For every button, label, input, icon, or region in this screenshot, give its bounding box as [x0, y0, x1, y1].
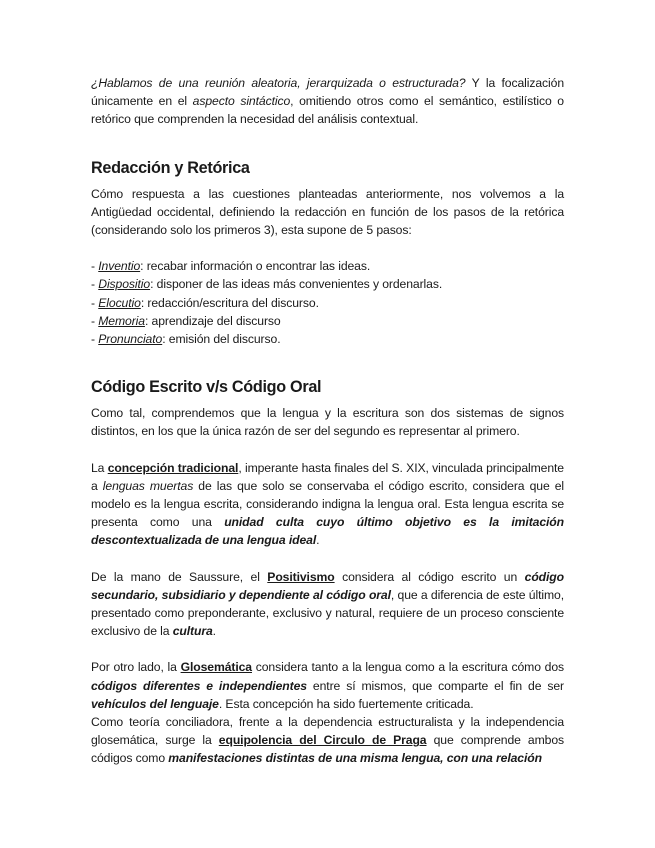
p3-cultura: cultura	[172, 624, 213, 639]
list-dash: -	[91, 313, 99, 328]
p4-emphasis-1: códigos diferentes e independientes	[91, 678, 307, 693]
codigo-paragraph-1: Como tal, comprendemos que la lengua y la escritura son dos sistemas de signos distintos, en los que la única razón de ser del segundo es representar al primero.	[91, 406, 564, 439]
p3-text-a: De la mano de Saussure, el	[91, 569, 268, 584]
intro-paragraph	[91, 74, 564, 129]
list-item	[91, 312, 564, 330]
p4-emphasis-2: vehículos del lenguaje	[91, 696, 219, 711]
redaccion-paragraph: Cómo respuesta a las cuestiones planteadas anteriormente, nos volvemos a la Antigüedad occidental, definiendo la redacción en función de los pasos de la retórica (considerando solo los primeros 3), esta supone de 5 pasos:	[91, 186, 564, 238]
intro-aspect: aspecto sintáctico	[192, 94, 291, 109]
p2-text-b: , imperante hasta finales del S. XIX, vinculada principalmente a	[91, 460, 564, 493]
step-desc: : recabar información o encontrar las ideas.	[140, 259, 371, 274]
p4-text-d: . Esta concepción ha sido fuertemente criticada.	[218, 696, 474, 711]
term-equipolencia: equipolencia del Circulo de Praga	[218, 733, 427, 748]
p4-text-b: considera tanto a la lengua como a la escritura cómo dos	[251, 660, 564, 675]
list-dash: -	[91, 332, 99, 347]
heading-redaccion: Redacción y Retórica	[91, 158, 250, 177]
list-item	[91, 257, 564, 275]
p3-emphasis: código secundario, subsidiario y dependiente al código oral	[91, 569, 564, 602]
term-glosematica: Glosemática	[180, 660, 252, 675]
p3-text-d: .	[212, 624, 216, 639]
codigo-paragraph-4	[91, 658, 564, 713]
codigo-paragraph-2	[91, 459, 564, 550]
heading-codigo: Código Escrito v/s Código Oral	[91, 378, 322, 397]
p5-text-b: que comprende ambos códigos como	[91, 733, 564, 766]
intro-text-2: , omitiendo otros como el semántico, estilístico o retórico que comprenden la necesidad del análisis contextual.	[91, 94, 564, 127]
intro-text-1: Y la focalización únicamente en el	[91, 76, 564, 109]
step-desc: : redacción/escritura del discurso.	[140, 295, 319, 310]
document-page	[91, 74, 564, 768]
list-dash: -	[91, 277, 99, 292]
p4-text-a: Por otro lado, la	[91, 660, 181, 675]
step-desc: : aprendizaje del discurso	[144, 313, 281, 328]
step-term: Pronunciato	[98, 332, 163, 347]
step-desc: : emisión del discurso.	[162, 332, 281, 347]
term-positivismo: Positivismo	[267, 569, 335, 584]
p3-text-b: considera al código escrito un	[334, 569, 525, 584]
term-concepcion-tradicional: concepción tradicional	[107, 460, 239, 475]
p2-emphasis: unidad culta cuyo último objetivo es la imitación descontextualizada de una lengua ideal	[91, 515, 564, 548]
p2-text-d: .	[316, 533, 320, 548]
list-item	[91, 294, 564, 312]
rhetoric-steps-list	[91, 257, 564, 348]
p2-text-c: de las que solo se conservaba el código escrito, considera que el modelo es la lengua escrita, considerando indigna la lengua oral. Esta lengua escrita se presenta como una	[91, 478, 565, 530]
list-dash: -	[91, 259, 99, 274]
step-term: Memoria	[98, 313, 145, 328]
list-item	[91, 275, 564, 293]
lenguas-muertas: lenguas muertas	[102, 478, 194, 493]
p3-text-c: , que a diferencia de este último, presentado como preponderante, exclusivo y natural, requiere de un proceso consciente exclusivo de la	[91, 587, 564, 639]
list-dash: -	[91, 295, 99, 310]
codigo-paragraph-5	[91, 713, 564, 768]
step-term: Dispositio	[98, 277, 151, 292]
codigo-paragraph-3	[91, 568, 564, 641]
step-desc: : disponer de las ideas más convenientes y ordenarlas.	[150, 277, 443, 292]
p4-text-c: entre sí mismos, que comparte el fin de ser	[306, 678, 565, 693]
p5-emphasis: manifestaciones distintas de una misma lengua, con una relación	[168, 751, 542, 766]
step-term: Elocutio	[98, 295, 141, 310]
list-item	[91, 330, 564, 348]
p2-text-a: La	[91, 460, 108, 475]
p5-text-a: Como teoría conciliadora, frente a la dependencia estructuralista y la independencia glosemática, surge la	[91, 715, 564, 748]
step-term: Inventio	[98, 259, 141, 274]
intro-question: ¿Hablamos de una reunión aleatoria, jerarquizada o estructurada?	[91, 76, 466, 90]
